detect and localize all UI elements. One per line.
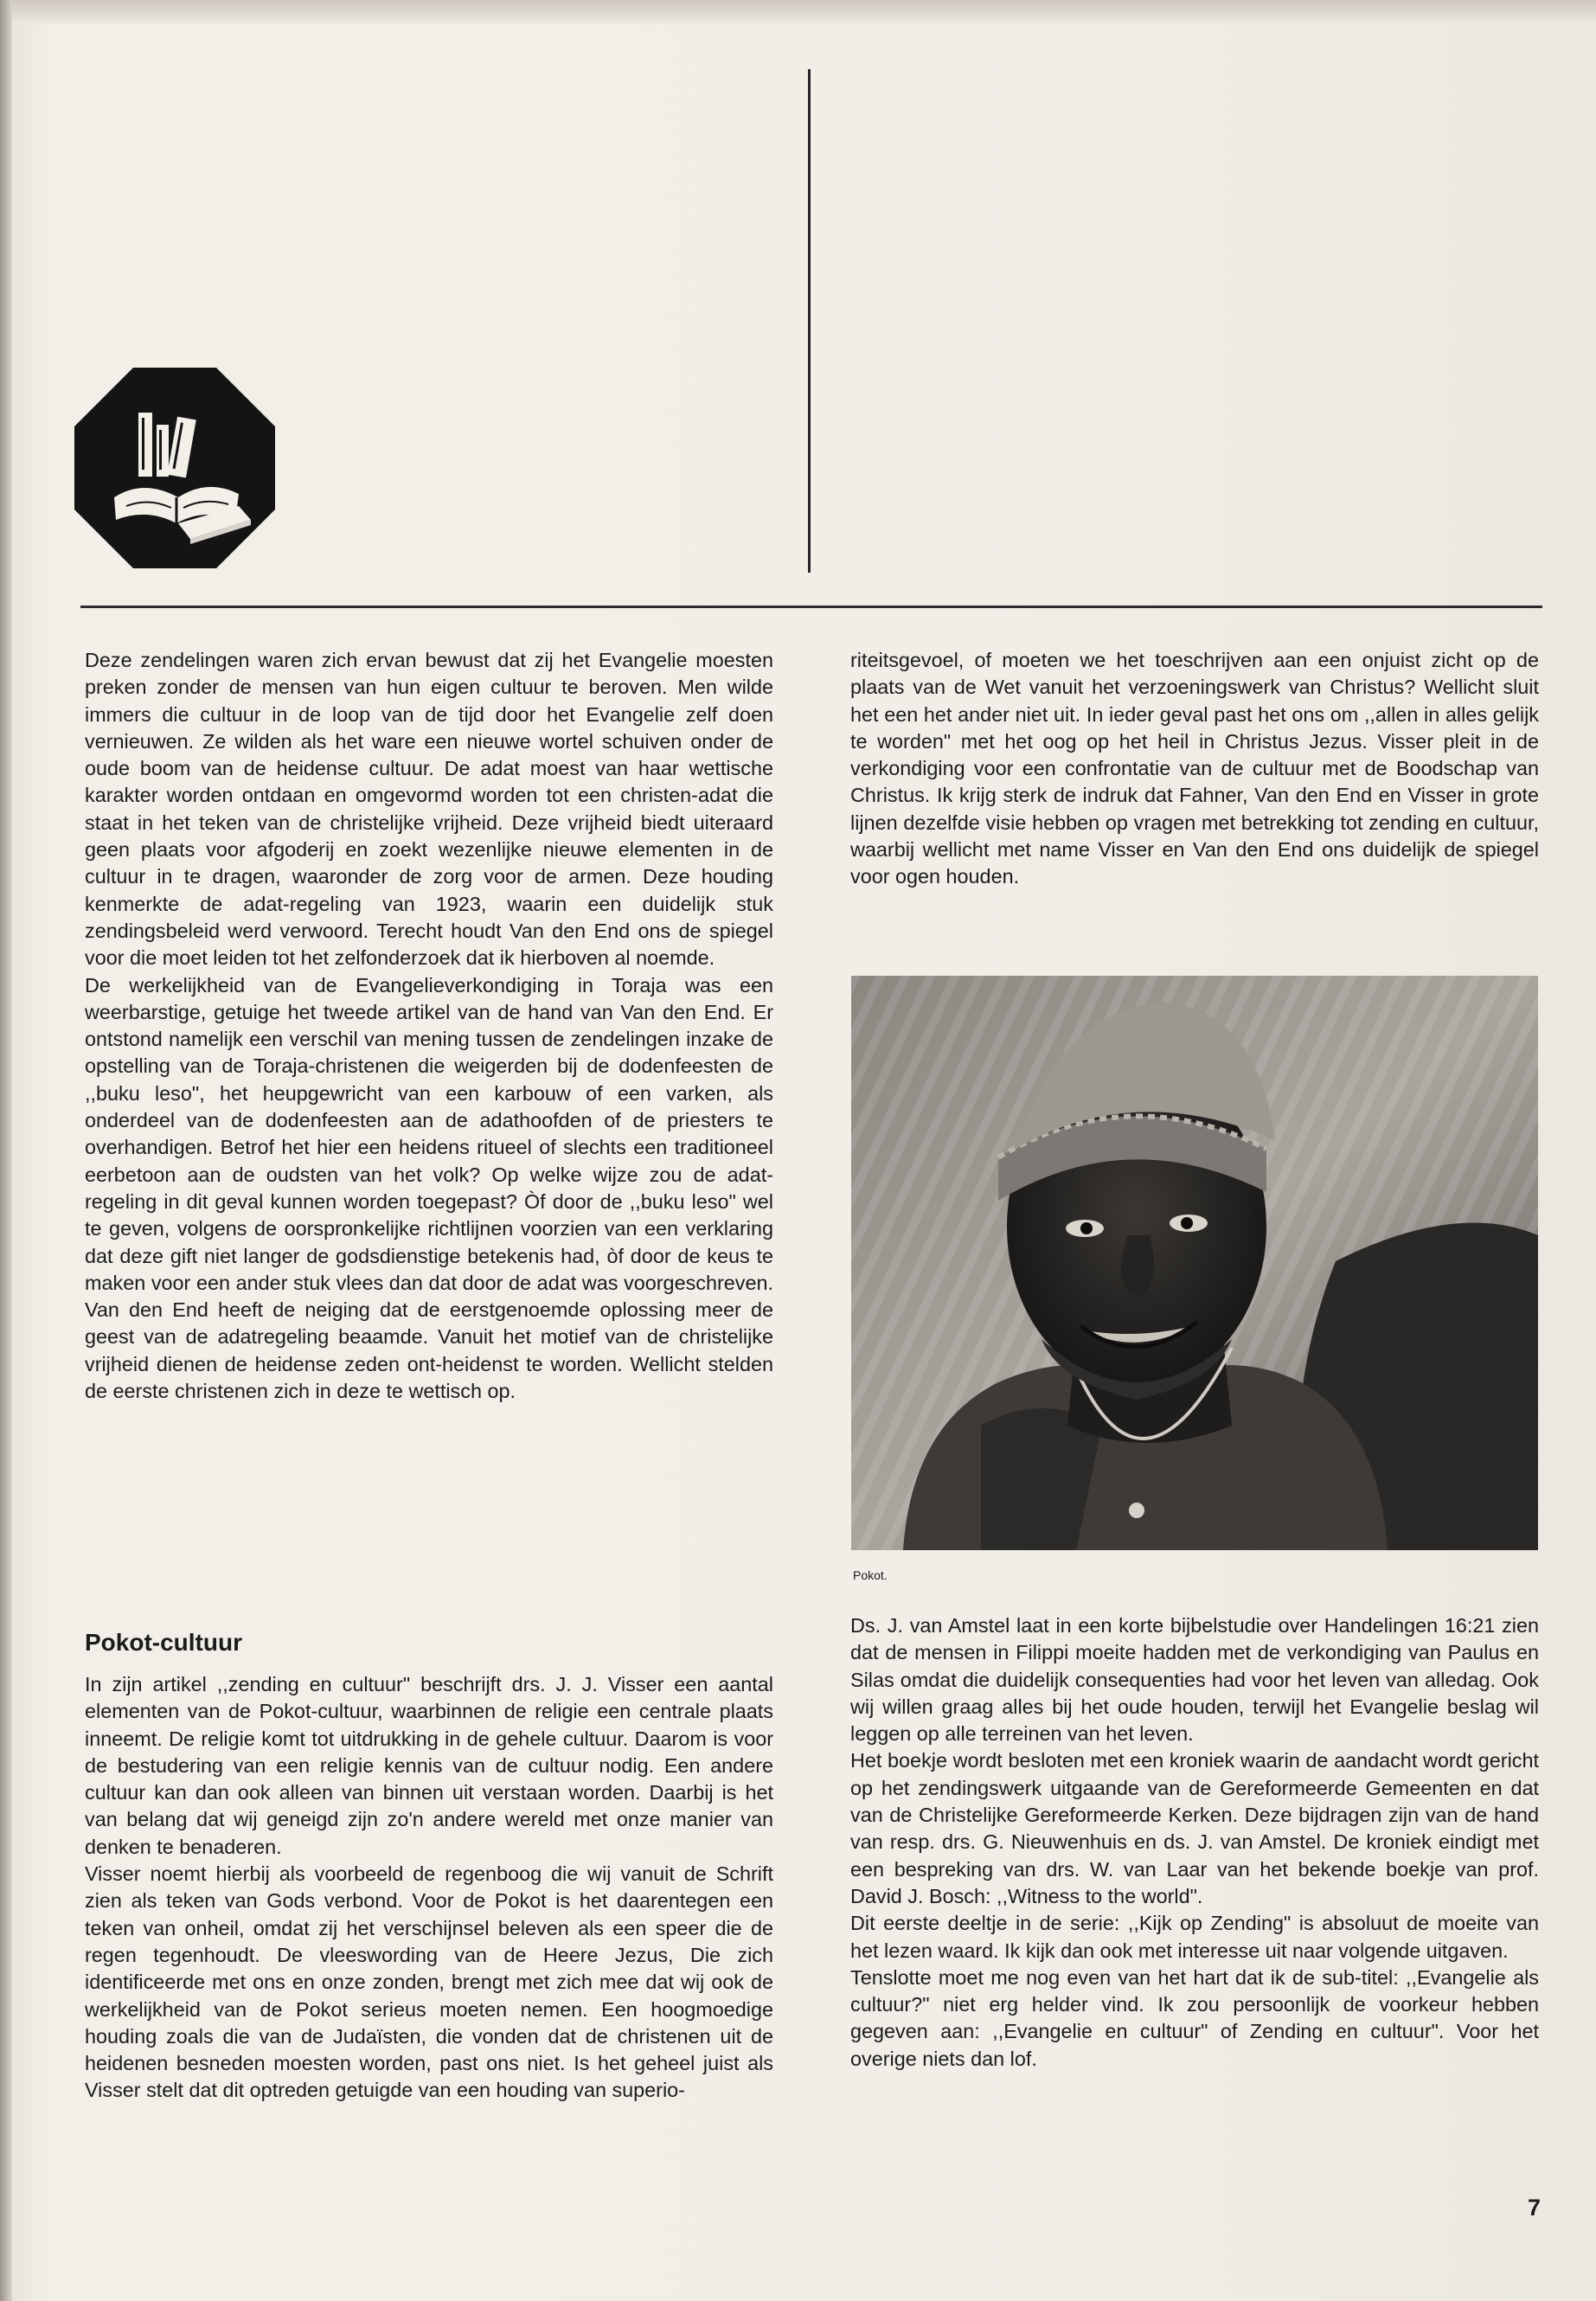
paragraph: Het boekje wordt besloten met een kroniek waarin de aandacht wordt gericht op het zendingswerk uitgaande van de Gereformeerde Gemeenten en dat van de Christelijke Gereformeerde Kerken. Deze bijdragen zijn van de hand van resp. drs. G. Nieuwenhuis en ds. J. van Amstel. De kroniek eindigt met een bespreking van drs. W. van Laar van het bekende boekje van prof. David J. Bosch: ,,Witness to the world".	[850, 1749, 1539, 1907]
portrait-photo	[851, 976, 1538, 1550]
paragraph: De werkelijkheid van de Evangelieverkondiging in Toraja was een weerbarstige, getuige het tweede artikel van de hand van Van den End. Er ontstond namelijk een verschil van mening tussen de zendelingen inzake de opstelling van de Toraja-christenen die weigerden bij de dodenfeesten de ,,buku leso", het heupgewricht van een karbouw of een varken, als onderdeel van de dodenfeesten aan de adathoofden of de priesters te overhandigen. Betrof het hier een heidens ritueel of slechts een traditioneel eerbetoon aan de oudsten van het volk? Op welke wijze zou de adat-regeling in dit geval kunnen worden toegepast? Òf door de ,,buku leso" wel te geven, volgens de oorspronkelijke richtlijnen voorzien van een verklaring dat deze gift niet langer de godsdienstige betekenis had, òf door de keus te maken voor een ander stuk vlees dan dat door de adat was voorgeschreven. Van den End heeft de neiging dat de eerstgenoemde oplossing meer de geest van de adatregeling beaamde. Vanuit het motief van de christelijke vrijheid dienen de heidense zeden ont-heidenst te worden. Wellicht stelden de eerste christenen zich in deze te wettisch op.	[85, 973, 773, 1403]
paragraph: Dit eerste deeltje in de serie: ,,Kijk op Zending" is absoluut de moeite van het lezen waard. Ik kijk dan ook met interesse uit naar volgende uitgaven.	[850, 1912, 1539, 1962]
paragraph: Visser noemt hierbij als voorbeeld de regenboog die wij vanuit de Schrift zien als teken van Gods verbond. Voor de Pokot is het daarentegen een teken van onheil, omdat zij het verschijnsel beleven als een speer die de regen tegenhoudt. De vleeswording van de Heere Jezus, Die zich identificeerde met ons en onze zonden, brengt met zich mee dat wij ook de werkelijkheid van de Pokot serieus moeten nemen. Een hoogmoedige houding zoals die van de Judaïsten, die vonden dat de christenen uit de heidenen besneden moesten worden, past ons niet. Is het geheel juist als Visser stelt dat dit optreden getuigde van een houding van superio-	[85, 1862, 773, 2102]
photo-caption: Pokot.	[853, 1568, 888, 1582]
paragraph: In zijn artikel ,,zending en cultuur" beschrijft drs. J. J. Visser een aantal elementen van de Pokot-cultuur, waarbinnen de religie een centrale plaats inneemt. De religie komt tot uitdrukking in de gehele cultuur. Daarom is voor de bestudering van een religie kennis van de cultuur nodig. Een andere cultuur kan dan ook alleen van binnen uit verstaan worden. Daarbij is het van belang dat wij geneigd zijn zo'n andere wereld met onze manier van denken te benaderen.	[85, 1673, 773, 1858]
section-heading: Pokot-cultuur	[85, 1629, 242, 1656]
octagon-books-icon	[74, 368, 275, 568]
page-number: 7	[1528, 2195, 1542, 2221]
page-top-edge	[0, 0, 1596, 24]
page-binding-edge	[0, 0, 12, 2301]
header-vertical-divider	[808, 69, 811, 573]
paragraph: riteitsgevoel, of moeten we het toeschrijven aan een onjuist zicht op de plaats van de Wet vanuit het verzoeningswerk van Christus? Wellicht sluit het een het ander niet uit. In ieder geval past het ons om ,,allen in alles gelijk te worden" met het oog op het heil in Christus Jezus. Visser pleit in de verkondiging voor een confrontatie van de cultuur met de Boodschap van Christus. Ik krijg sterk de indruk dat Fahner, Van den End en Visser in grote lijnen dezelfde visie hebben op vragen met betrekking tot zending en cultuur, waarbij wellicht met name Visser en Van den End ons duidelijk de spiegel voor ogen houden.	[850, 649, 1539, 888]
right-column-top	[850, 647, 1539, 891]
paragraph: Ds. J. van Amstel laat in een korte bijbelstudie over Handelingen 16:21 zien dat de mensen in Filippi moeite hadden met de verkondiging van Paulus en Silas omdat die duidelijk consequenties had voor het leven van alledag. Ook wij willen graag alles bij het oude houden, terwijl het Evangelie beslag wil leggen op alle terreinen van het leven.	[850, 1614, 1539, 1746]
paragraph: Deze zendelingen waren zich ervan bewust dat zij het Evangelie moesten preken zonder de mensen van hun eigen cultuur te beroven. Men wilde immers die cultuur in de loop van de tijd door het Evangelie zelf doen vernieuwen. Ze wilden als het ware een nieuwe wortel schuiven onder de oude boom van de heidense cultuur. De adat moest van haar wettische karakter worden ontdaan en omgevormd worden tot een christen-adat die staat in het teken van de christelijke vrijheid. Deze vrijheid biedt uiteraard geen plaats voor afgoderij en zoekt wezenlijke nieuwe elementen in de cultuur in te dragen, waaronder de zorg voor de armen. Deze houding kenmerkte de adat-regeling van 1923, waarin een duidelijk stuk zendingsbeleid werd verwoord. Terecht houdt Van den End ons de spiegel voor die moet leiden tot het zelfonderzoek dat ik hierboven al noemde.	[85, 649, 773, 970]
paragraph: Tenslotte moet me nog even van het hart dat ik de sub-titel: ,,Evangelie als cultuur?" niet erg helder vind. Ik zou persoonlijk de voorkeur hebben gegeven aan: ,,Evangelie en cultuur" of Zending en cultuur". Voor het overige niets dan lof.	[850, 1965, 1539, 2070]
left-column-bottom	[85, 1671, 773, 2105]
header-horizontal-rule	[80, 606, 1542, 608]
right-column-bottom	[850, 1612, 1539, 2073]
left-column-top	[85, 647, 773, 1405]
